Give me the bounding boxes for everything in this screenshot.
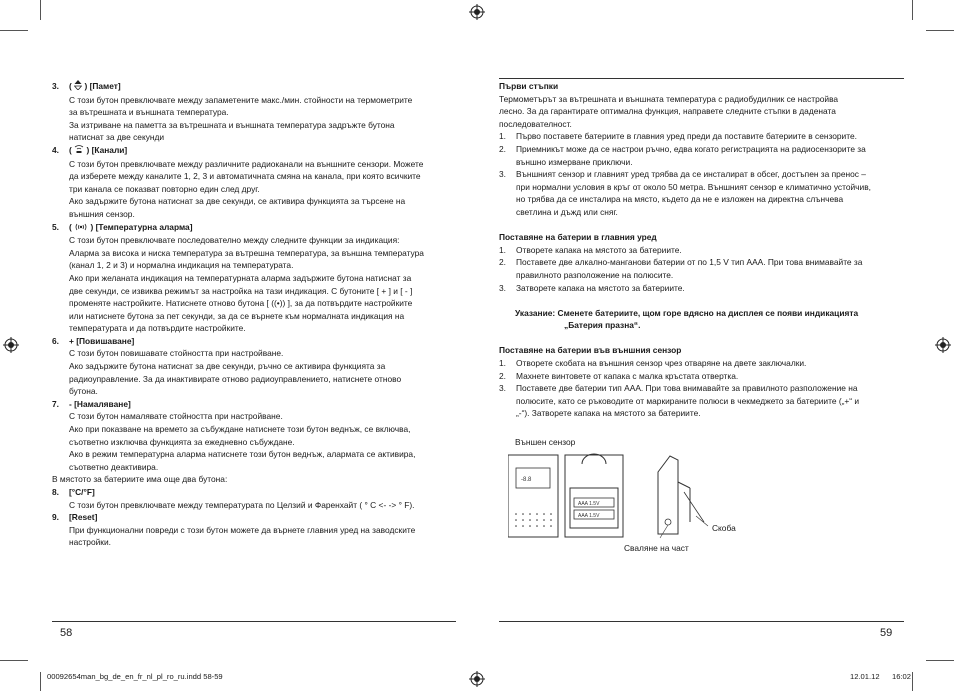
item-text-line: за вътрешната и външната температура. [69,107,229,118]
button-item-heading [52,486,456,499]
button-item-heading [52,511,456,524]
button-item [52,486,456,511]
sensor-back [565,454,623,537]
bottom-rule-left [52,621,456,622]
footer-filename: 00092654man_bg_de_en_fr_nl_pl_ro_ru.indd 58-59 [47,672,223,681]
item-number: 5. [52,221,59,232]
right-page [499,80,903,420]
crop-mark [926,660,954,661]
sensor-side-view [658,456,708,538]
intro-line: Термометърът за вътрешната и външната температура с радиобудилник се настройва [499,93,839,104]
item-text-line: радиоуправление. За да инактивирате отново радиоуправлението, натиснете отново [69,373,402,384]
button-item-heading [52,335,456,348]
item-text-line: С този бутон превключвате между температурата по Целзий и Фаренхайт ( ° C <- -> ° F). [69,499,415,510]
top-rule-right [499,78,904,79]
sensor-front [508,455,558,537]
step-text: Приемникът може да се настрои ръчно, едва когато регистрацията на радиосензорите за външно измерване приключи. [516,143,866,167]
step-item [499,130,903,143]
alarm-sound-icon [74,222,88,235]
item-text-line: настройки. [69,537,111,548]
item-text-line: С този бутон превключвате между различните радиоканали на външните сензори. Можете [69,158,424,169]
step-text: Поставете две батерии тип AAA. При това внимавайте за правилното разположение на полюсите, като се ръководите от маркираните полюси в чекмеджето за батериите („+“ и „-“). Затворете капака на мястото за батериите. [516,383,860,419]
step-number: 3. [499,282,506,293]
main-unit-batteries-heading: Поставяне на батерии в главния уред [499,232,657,243]
button-item-heading [52,398,456,411]
step-item [499,370,903,383]
sensor-batteries-list [499,357,903,420]
step-text: Първо поставете батериите в главния уред преди да поставите батериите в сензорите. [516,131,857,142]
step-number: 2. [499,257,506,268]
item-text-line: Ако при показване на времето за събуждане натиснете този бутон веднъж, се включва, [69,424,411,435]
button-item [52,398,456,474]
item-number: 3. [52,81,59,91]
footer-date: 12.01.12 [850,672,880,681]
step-number: 2. [499,143,506,154]
button-descriptions [52,80,456,473]
step-number: 1. [499,244,506,255]
item-title: + [Повишаване] [69,335,135,346]
step-number: 2. [499,370,506,381]
battery-label: AAA 1.5V [578,501,600,507]
item-title: - [Намаляване] [69,398,131,409]
item-text-line: температурата и да потвърдите настройките. [69,323,246,334]
item-title: [Reset] [69,512,98,523]
crop-mark [912,0,913,20]
item-text-line: (канал 1, 2 и 3) и нормална индикация на температурата. [69,260,294,271]
battery-note-indicator: „Батерия празна“. [564,320,641,331]
button-item-heading: 3. ( ) [Памет] [52,80,456,94]
step-text: Външният сензор и главният уред трябва да се инсталират в обсег, достъпен за пренос – при нормални условия в кръг от около 50 метра. Външният сензор е климатично устойчив, но трябва да се инсталира на място, където да не е изложен на директна слънчева светлина и дъжд или сняг. [516,169,871,217]
item-text-line: Ако задържите бутона натиснат за две секунди, ръчно се активира функцията за [69,361,386,372]
crop-mark [926,30,954,31]
item-text-line: С този бутон повишавате стойността при настройване. [69,348,284,359]
outdoor-sensor-illustration [508,452,738,542]
step-item [499,168,903,218]
main-unit-batteries-list [499,244,903,294]
item-text-line: съответно изключва функцията за ежедневно събуждане. [69,436,295,447]
item-text-line: Ако в режим температурна аларма натиснете този бутон веднъж, алармата се активира, [69,449,416,460]
item-text-line: бутона. [69,386,98,397]
memory-arrows-icon [74,80,82,94]
item-title: [°C/°F] [69,487,95,497]
item-number: 4. [52,144,59,155]
item-text-line: външния сензор. [69,208,135,219]
button-item-heading: 4. ( ) [Канали] [52,144,456,158]
crop-mark [0,30,28,31]
registration-mark-icon [469,4,485,20]
step-item [499,256,903,281]
button-item-heading: 5. ( ) [Температурна аларма] [52,221,456,235]
item-text-line: Ако при желаната индикация на температурната аларма задържите бутона натиснат за [69,272,412,283]
step-text: Поставете две алкално-манганови батерии от по 1,5 V тип AAA. При това внимавайте за правилното разположение на полюсите. [516,257,863,280]
item-text-line: две секунди, се извиква режимът за настройка на тази индикация. С бутоните [ + ] и [ - ] [69,285,413,296]
button-item [52,144,456,221]
item-text-line: Ако задържите бутона натиснат за две секунди, се активира функцията за търсене на [69,196,406,207]
item-number: 6. [52,335,59,346]
item-title: [Памет] [89,81,121,91]
registration-mark-icon [3,337,19,353]
step-number: 3. [499,383,506,394]
item-text-line: променяте настройките. Натиснете отново бутона [ ((•)) ], за да потвърдите настройките [69,298,413,309]
item-text-line: С този бутон намалявате стойността при настройване. [69,411,283,422]
item-text-line: За изтриване на паметта за вътрешната и външната температура задръжте бутона [69,119,395,130]
step-text: Отворете капака на мястото за батериите. [516,244,682,255]
battery-compartment-buttons [52,486,456,549]
bottom-rule-right [499,621,904,622]
first-steps-intro [499,93,903,131]
intro-line: последователност. [499,118,572,129]
item-title: [Канали] [91,144,128,155]
button-item [52,511,456,549]
registration-mark-icon [935,337,951,353]
step-item [499,244,903,257]
crop-mark [0,660,28,661]
crop-mark [912,672,913,691]
button-item [52,221,456,335]
step-number: 3. [499,169,506,180]
footer-time: 16:02 [892,672,912,681]
item-text-line: три канала се показват повторно един след друг. [69,183,260,194]
item-text-line: С този бутон превключвате между запаметените макс./мин. стойности на термометрите [69,94,413,105]
item-number: 7. [52,398,59,409]
step-text: Махнете винтовете от капака с малка кръстата отвертка. [516,370,739,381]
item-text-line: да изберете между каналите 1, 2, 3 и автоматичната смяна на канала, при която всичките [69,171,421,182]
item-text-line: С този бутон превключвате последователно между следните функции за индикация: [69,235,400,246]
item-text-line: съответно деактивира. [69,461,159,472]
registration-mark-icon [469,671,485,687]
step-number: 1. [499,131,506,142]
intro-line: лесно. За да гарантирате оптимална функция, направете следните стъпки в дадената [499,106,836,117]
step-item [499,282,903,295]
first-steps-list [499,130,903,218]
step-number: 1. [499,358,506,369]
label-remove-part: Сваляне на част [624,543,689,553]
item-title: [Температурна аларма] [95,221,193,232]
page-number-left: 58 [60,627,73,639]
figure-caption-sensor: Външен сензор [515,437,576,447]
item-text-line: Аларма за висока и ниска температура за вътрешна температура, за външна температура [69,247,424,258]
sensor-batteries-heading: Поставяне на батерии във външния сензор [499,345,682,356]
label-bracket: Скоба [712,523,736,533]
step-item [499,382,903,420]
item-text-line: натиснат за две секунди [69,132,165,143]
page-number-right: 59 [880,627,893,639]
item-text-line: или натиснете бутона за пет секунди, за да се върнете към нормалната индикация на [69,310,405,321]
button-item [52,80,456,144]
channel-icon [74,145,84,158]
left-page [52,80,456,549]
battery-buttons-intro: В мястото за батериите има още два бутона: [52,474,228,485]
crop-mark [40,672,41,691]
battery-note: Указание: Сменете батериите, щом горе вдясно на дисплея се появи индикацията [515,307,859,318]
step-text: Отворете скобата на външния сензор чрез отваряне на двете заключалки. [516,358,807,369]
step-text: Затворете капака на мястото за батериите. [516,282,685,293]
first-steps-heading: Първи стъпки [499,81,559,91]
item-number: 9. [52,512,59,523]
step-item [499,357,903,370]
item-number: 8. [52,487,59,497]
crop-mark [40,0,41,20]
button-item [52,335,456,398]
step-item [499,143,903,168]
battery-label: AAA 1.5V [578,513,600,519]
item-text-line: При функционални повреди с този бутон можете да върнете главния уред на заводските [69,524,416,535]
svg-text:-8.8: -8.8 [521,477,532,483]
